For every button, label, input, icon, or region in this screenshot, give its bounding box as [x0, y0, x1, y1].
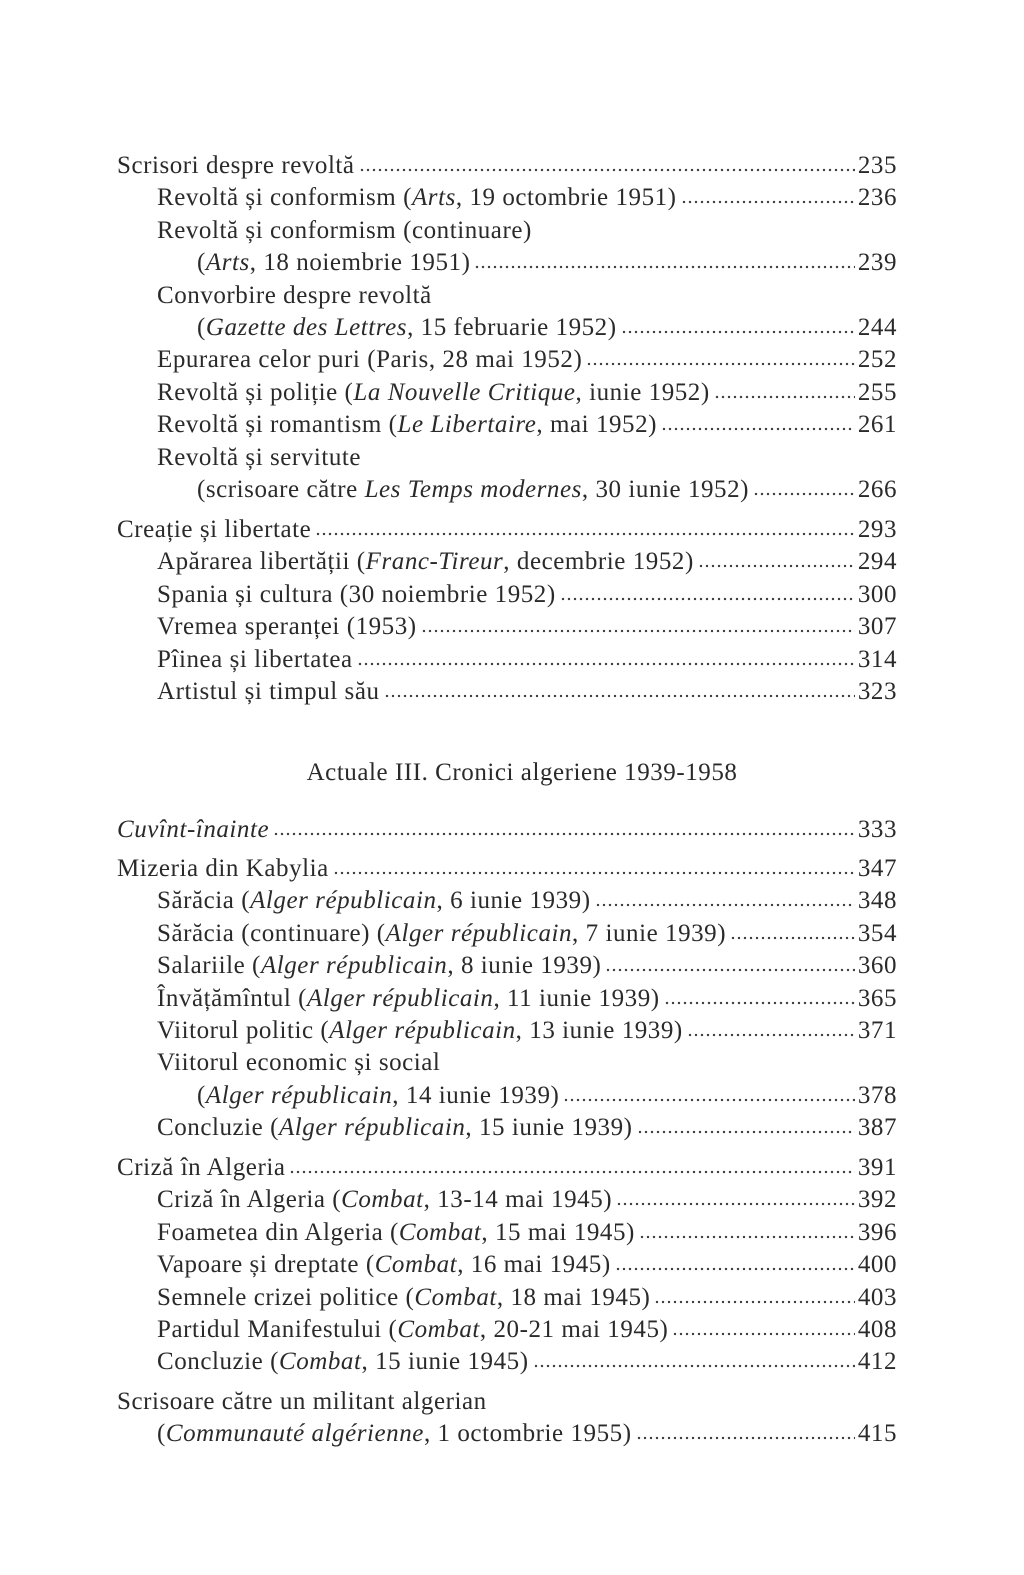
entry-title: [157, 984, 660, 1014]
publication-title: Alger républicain: [307, 984, 494, 1012]
entry-text: Apărarea libertății (: [157, 548, 366, 576]
page-number: 400: [857, 1251, 897, 1279]
page-number: 354: [857, 919, 897, 947]
entry-title: [157, 951, 601, 981]
entry-text: Concluzie (: [157, 1348, 279, 1376]
entry-text: Salariile (: [157, 952, 261, 980]
publication-title: Alger républicain: [205, 1081, 393, 1109]
entry-text: Foametea din Algeria (: [157, 1218, 399, 1246]
page-number: 360: [857, 952, 897, 980]
entry-text: Pîinea și libertatea: [157, 645, 353, 673]
publication-title: Combat: [341, 1186, 424, 1214]
toc-entry: [117, 1153, 897, 1183]
dot-leader: [357, 647, 855, 667]
entry-text: , 19 octombrie 1951): [455, 184, 677, 212]
entry-text: Sărăcia (continuare) (: [157, 919, 386, 947]
entry-title: [117, 515, 311, 545]
page-number: 323: [857, 678, 897, 705]
entry-text: , 1 octombrie 1955): [423, 1420, 632, 1448]
entry-text: , decembrie 1952): [503, 548, 694, 576]
publication-title: Le Libertaire: [397, 411, 537, 439]
toc-entry: [157, 1419, 897, 1449]
entry-text: (: [157, 1420, 166, 1448]
dot-leader: [639, 1220, 855, 1240]
dot-leader: [605, 953, 854, 973]
entry-title: [157, 1419, 632, 1449]
dot-leader: [698, 549, 855, 569]
page-number: 365: [857, 984, 897, 1012]
page-number: 244: [857, 314, 897, 341]
page-number: 387: [857, 1114, 897, 1142]
publication-title: Combat: [374, 1251, 458, 1279]
entry-text: , 20-21 mai 1945): [479, 1316, 669, 1343]
entry-title: [157, 410, 657, 440]
toc-entry-continued: [157, 1048, 897, 1078]
entry-text: , 15 februarie 1952): [407, 314, 617, 341]
toc-entry: [117, 515, 897, 545]
entry-text: Spania și cultura (30 noiembrie 1952): [157, 580, 556, 608]
dot-leader: [586, 347, 855, 367]
entry-text: Creație și libertate: [117, 516, 312, 543]
entry-title: [157, 919, 726, 949]
page-number: 392: [857, 1186, 897, 1214]
dot-leader: [615, 1252, 855, 1272]
publication-title: Cuvînt-înainte: [117, 816, 270, 843]
publication-title: Combat: [414, 1283, 497, 1311]
page-number: 391: [857, 1154, 897, 1181]
dot-leader: [672, 1317, 854, 1337]
entry-text: Revoltă și poliție (: [157, 378, 354, 406]
toc-entry: [157, 645, 897, 675]
page-number: 396: [857, 1218, 897, 1246]
page-number: 347: [857, 855, 897, 882]
entry-text: Revoltă și conformism (: [157, 184, 412, 212]
entry-text: , iunie 1952): [575, 378, 710, 406]
entry-text: , 30 iunie 1952): [581, 476, 750, 503]
entry-title: [157, 645, 353, 675]
dot-leader: [359, 153, 855, 173]
dot-leader: [636, 1421, 855, 1441]
toc-entry: [157, 1283, 897, 1313]
dot-leader: [616, 1187, 855, 1207]
page-number: 261: [857, 411, 897, 439]
dot-leader: [664, 986, 855, 1006]
entry-title: [157, 216, 532, 246]
dot-leader: [384, 679, 855, 699]
dot-leader: [474, 250, 854, 270]
publication-title: Alger républicain: [250, 887, 437, 915]
entry-title: [157, 1315, 668, 1345]
toc-entry: [157, 984, 897, 1014]
entry-text: Revoltă și conformism (continuare): [157, 216, 532, 244]
dot-leader: [637, 1115, 855, 1135]
toc-entry: [157, 1315, 897, 1345]
entry-title: [157, 612, 417, 642]
toc-entry: [157, 886, 897, 916]
page-number: 255: [857, 378, 897, 406]
toc-entry: [197, 313, 897, 343]
entry-text: Viitorul politic (: [157, 1017, 330, 1044]
dot-leader: [560, 582, 855, 602]
entry-text: , 15 iunie 1939): [465, 1114, 633, 1142]
toc-entry-continued: [157, 281, 897, 311]
page-number: 307: [857, 613, 897, 641]
page-number: 378: [857, 1081, 897, 1109]
entry-text: , 13 iunie 1939): [515, 1017, 683, 1044]
toc-entry: [157, 580, 897, 610]
page-number: 408: [857, 1316, 897, 1343]
dot-leader: [753, 477, 855, 497]
publication-title: Arts: [205, 249, 250, 277]
entry-title: [157, 1016, 683, 1046]
toc-entry: [157, 1250, 897, 1280]
page-number: 403: [857, 1283, 897, 1311]
toc-entry: [157, 1113, 897, 1143]
entry-title: [157, 1185, 612, 1215]
entry-text: Criză în Algeria: [117, 1154, 286, 1181]
page-number: 235: [857, 152, 897, 179]
entry-title: [157, 547, 694, 577]
toc-entry: [197, 1081, 897, 1111]
entry-title: [157, 677, 380, 707]
entry-text: , 18 noiembrie 1951): [249, 249, 471, 277]
page-number: 371: [857, 1017, 897, 1044]
entry-text: (: [197, 314, 206, 341]
toc-entry: [157, 612, 897, 642]
entry-title: [157, 183, 677, 213]
entry-title: [197, 1081, 559, 1111]
entry-text: , mai 1952): [536, 411, 658, 439]
entry-title: [117, 1387, 487, 1417]
toc-entry: [117, 854, 897, 884]
entry-title: [157, 580, 556, 610]
entry-title: [157, 378, 710, 408]
entry-text: Criză în Algeria (: [157, 1186, 342, 1214]
entry-text: Învățămîntul (: [157, 984, 308, 1012]
page-number: 239: [857, 249, 897, 277]
page-number: 252: [857, 346, 897, 374]
dot-leader: [730, 921, 855, 941]
entry-text: , 16 mai 1945): [457, 1251, 611, 1279]
entry-title: [117, 815, 269, 845]
entry-text: Vremea speranței (1953): [157, 613, 417, 641]
publication-title: Les Temps modernes: [364, 476, 582, 503]
toc-entry: [117, 815, 897, 845]
entry-title: [157, 886, 591, 916]
entry-title: [157, 443, 361, 473]
entry-text: , 13-14 mai 1945): [423, 1186, 613, 1214]
toc-entry: [117, 151, 897, 181]
page-number: 293: [857, 516, 897, 543]
toc-entry: [157, 1016, 897, 1046]
entry-title: [117, 151, 355, 181]
dot-leader: [273, 817, 855, 837]
toc-entry: [157, 183, 897, 213]
publication-title: Combat: [278, 1348, 362, 1376]
page-number: 348: [857, 887, 897, 915]
entry-text: , 18 mai 1945): [496, 1283, 651, 1311]
toc-entry: [157, 378, 897, 408]
dot-leader: [595, 888, 855, 908]
section-heading: Actuale III. Cronici algeriene 1939-1958: [306, 759, 738, 786]
toc-entry: [197, 475, 897, 505]
dot-leader: [533, 1349, 855, 1369]
dot-leader: [289, 1155, 854, 1175]
publication-title: Combat: [397, 1316, 480, 1343]
publication-title: Alger républicain: [278, 1114, 466, 1142]
publication-title: Communauté algérienne: [165, 1420, 424, 1448]
entry-text: Mizeria din Kabylia: [117, 855, 329, 882]
dot-leader: [654, 1285, 854, 1305]
publication-title: Arts: [411, 184, 456, 212]
publication-title: Alger républicain: [329, 1017, 516, 1044]
entry-title: [117, 854, 329, 884]
toc-entry: [157, 547, 897, 577]
toc-entry: [157, 345, 897, 375]
entry-text: Sărăcia (: [157, 887, 251, 915]
entry-title: [197, 475, 749, 505]
toc-entry: [157, 951, 897, 981]
entry-text: Convorbire despre revoltă: [157, 281, 432, 309]
entry-text: Viitorul economic și social: [157, 1049, 441, 1077]
entry-title: [157, 1250, 611, 1280]
dot-leader: [661, 412, 855, 432]
dot-leader: [687, 1018, 855, 1038]
entry-text: , 6 iunie 1939): [436, 887, 591, 915]
publication-title: Alger républicain: [385, 919, 573, 947]
publication-title: La Nouvelle Critique: [353, 378, 576, 406]
toc-entry: [157, 1347, 897, 1377]
entry-title: [197, 248, 470, 278]
entry-text: , 14 iunie 1939): [392, 1081, 560, 1109]
toc-entry: [157, 919, 897, 949]
publication-title: Alger républicain: [260, 952, 448, 980]
page-number: 415: [857, 1420, 897, 1448]
entry-title: [157, 1347, 529, 1377]
page-number: 300: [857, 580, 897, 608]
entry-text: Revoltă și servitute: [157, 443, 362, 471]
toc-entry-continued: [157, 443, 897, 473]
toc-entry-continued: [117, 1387, 897, 1417]
entry-text: , 8 iunie 1939): [447, 952, 602, 980]
entry-title: [157, 1218, 635, 1248]
toc-entry: [157, 410, 897, 440]
dot-leader: [714, 380, 855, 400]
page-number: 314: [857, 645, 897, 673]
entry-text: Scrisoare către un militant algerian: [117, 1388, 487, 1415]
entry-text: Vapoare și dreptate (: [157, 1251, 375, 1279]
entry-title: [157, 281, 432, 311]
entry-title: [157, 1048, 440, 1078]
dot-leader: [681, 185, 855, 205]
toc-entry: [157, 1185, 897, 1215]
entry-text: , 11 iunie 1939): [493, 984, 660, 1012]
entry-text: , 7 iunie 1939): [572, 919, 727, 947]
dot-leader: [333, 856, 855, 876]
toc-entry: [197, 248, 897, 278]
entry-text: , 15 iunie 1945): [361, 1348, 529, 1376]
entry-text: Artistul și timpul său: [157, 678, 380, 705]
entry-title: [197, 313, 617, 343]
dot-leader: [421, 614, 855, 634]
dot-leader: [563, 1083, 854, 1103]
toc-entry: [157, 677, 897, 707]
toc-entry: [157, 1218, 897, 1248]
toc-entry-continued: [157, 216, 897, 246]
entry-title: [157, 1283, 650, 1313]
publication-title: Franc-Tireur: [365, 548, 504, 576]
entry-text: Concluzie (: [157, 1114, 279, 1142]
page-number: 294: [857, 548, 897, 576]
page-number: 236: [857, 184, 897, 212]
entry-title: [117, 1153, 285, 1183]
page-number: 412: [857, 1348, 897, 1376]
entry-text: (: [197, 1081, 206, 1109]
entry-title: [157, 1113, 633, 1143]
dot-leader: [621, 315, 855, 335]
entry-text: Partidul Manifestului (: [157, 1316, 398, 1343]
page-number: 266: [857, 476, 897, 503]
entry-text: Revoltă și romantism (: [157, 411, 398, 439]
publication-title: Gazette des Lettres: [205, 314, 408, 341]
entry-text: (scrisoare către: [197, 476, 365, 503]
entry-text: Semnele crizei politice (: [157, 1283, 415, 1311]
entry-text: (: [197, 249, 206, 277]
publication-title: Combat: [398, 1218, 482, 1246]
entry-text: , 15 mai 1945): [481, 1218, 635, 1246]
entry-text: Scrisori despre revoltă: [117, 152, 355, 179]
page-number: 333: [857, 816, 897, 843]
entry-title: [157, 345, 582, 375]
dot-leader: [315, 517, 855, 537]
entry-text: Epurarea celor puri (Paris, 28 mai 1952): [157, 346, 583, 374]
